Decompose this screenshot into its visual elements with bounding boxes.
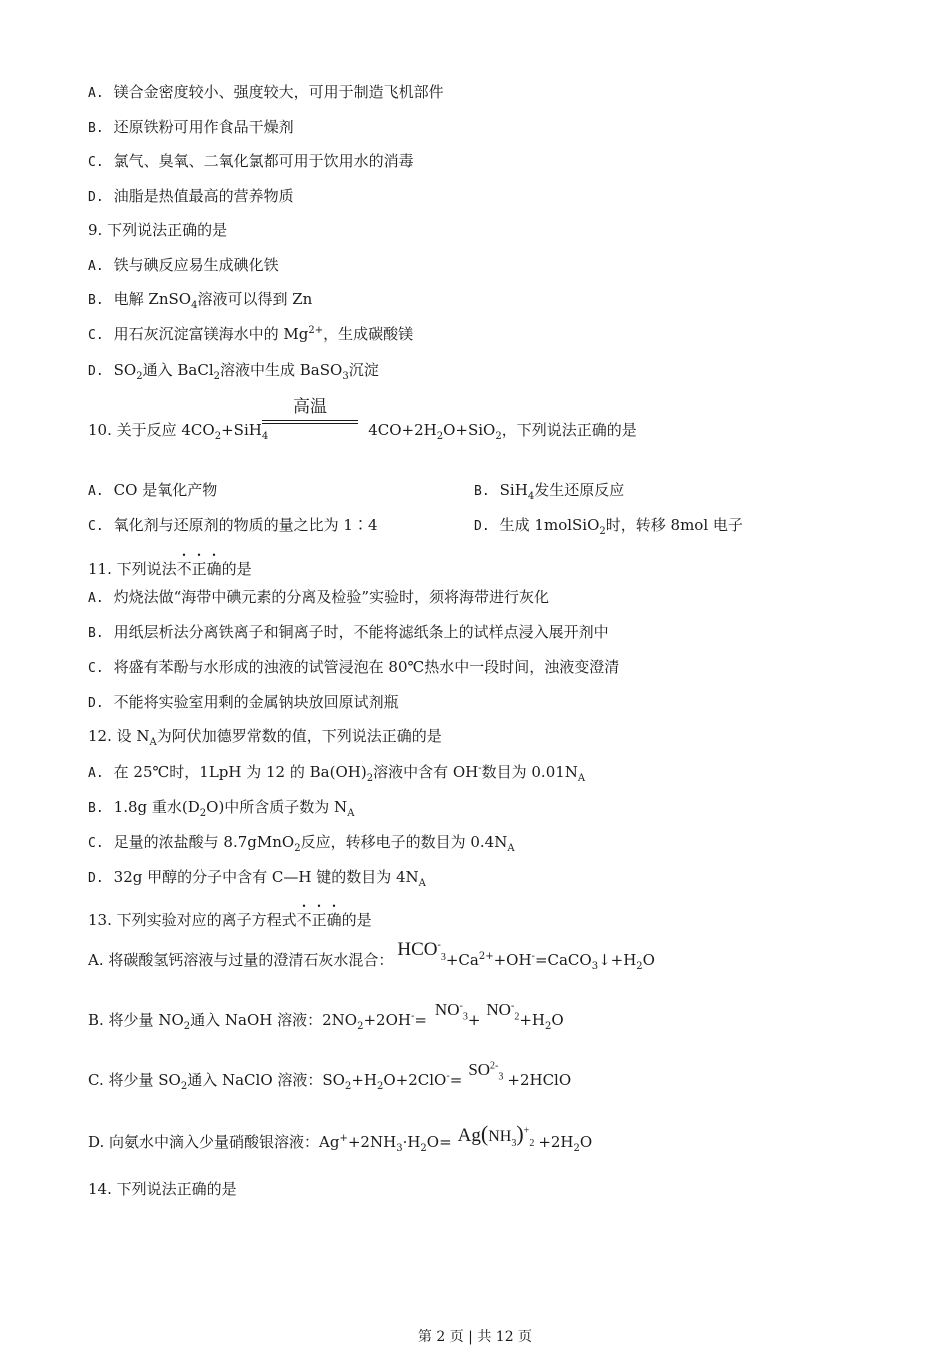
- q10-option-a: A. CO 是氧化产物: [88, 481, 218, 499]
- sulfite-ion: $SO^{2-}_3$: [468, 1060, 504, 1083]
- q9-option-d: D. $SO_2$通入 BaCl$_2$溶液中生成 BaSO$_3$沉淀: [88, 361, 379, 382]
- q12-stem: 12. 设 $N_A$为阿伏加德罗常数的值，下列说法正确的是: [88, 727, 442, 748]
- q9-option-b: B. 电解 ZnSO$_4$溶液可以得到 Zn: [88, 290, 313, 311]
- nitrate-ion: $NO^-_3$: [434, 1000, 468, 1023]
- q12-option-a: A. 在 25℃时，1LpH 为 12 的 $Ba(OH)_2$溶液中含有 OH-数目为 $0.01N_A$: [88, 763, 586, 784]
- q11-option-c: C. 将盛有苯酚与水形成的浊液的试管浸泡在 80℃热水中一段时间，浊液变澄清: [88, 658, 620, 676]
- q8-option-d: D. 油脂是热值最高的营养物质: [88, 187, 294, 205]
- reaction-condition: 高温: [293, 397, 327, 417]
- q10-option-d: D. 生成 1molSiO$_2$时，转移 8mol 电子: [474, 516, 743, 537]
- q9-stem: 9. 下列说法正确的是: [88, 221, 228, 239]
- q11-option-b: B. 用纸层析法分离铁离子和铜离子时，不能将滤纸条上的试样点浸入展开剂中: [88, 623, 609, 641]
- nitrite-ion: $NO^-_2$: [486, 1000, 520, 1023]
- q10-option-c: C. 氧化剂与还原剂的物质的量之比为 1∶4: [88, 516, 378, 534]
- q13-option-c: C. 将少量 $SO_2$通入 NaClO 溶液：$SO_2+H_2O+2ClO^-=SO^{2-}_3$ +2HClO: [88, 1060, 572, 1092]
- page-footer: 第 2 页 | 共 12 页: [417, 1329, 533, 1345]
- q10-option-b: B. SiH$_4$发生还原反应: [474, 481, 625, 502]
- q9-option-a: A. 铁与碘反应易生成碘化铁: [88, 256, 279, 274]
- q11-option-d: D. 不能将实验室用剩的金属钠块放回原试剂瓶: [88, 693, 399, 711]
- q13-stem: 13. 下列实验对应的离子方程式不正确的是: [88, 911, 372, 929]
- q12-option-b: B. 1.8g 重水$(D_2O)$中所含质子数为 $N_A$: [88, 798, 355, 819]
- q12-option-d: D. 32g 甲醇的分子中含有 C—H 键的数目为 $4N_A$: [88, 868, 426, 889]
- q11-option-a: A. 灼烧法做“海带中碘元素的分离及检验”实验时，须将海带进行灰化: [88, 588, 549, 606]
- emphasis-text: 不正确: [296, 911, 342, 929]
- q13-option-a: A. 将碳酸氢钙溶液与过量的澄清石灰水混合： $HCO^-_3+Ca^{2+}+OH^-=CaCO_3↓+H_2O$: [88, 939, 655, 972]
- q10-stem: 10. 关于反应 $4CO_2+SiH_4$ $4CO+2H_2O+SiO_2$，下列说法正确的是: [88, 421, 637, 442]
- q8-option-c: C. 氯气、臭氧、二氧化氯都可用于饮用水的消毒: [88, 152, 414, 170]
- reaction-arrow: [262, 396, 358, 424]
- diamminesilver-ion: $Ag(NH_3)^+_2$: [457, 1121, 535, 1149]
- q8-option-b: B. 还原铁粉可用作食品干燥剂: [88, 118, 294, 136]
- q9-option-c: C. 用石灰沉淀富镁海水中的 $Mg^{2+}$，生成碳酸镁: [88, 325, 414, 343]
- q12-option-c: C. 足量的浓盐酸与 8.7gMnO$_2$反应，转移电子的数目为 $0.4N_A$: [88, 833, 515, 854]
- q11-stem: 11. 下列说法不正确的是: [88, 560, 252, 578]
- emphasis-text: 不正确: [176, 560, 222, 578]
- q8-option-a: A. 镁合金密度较小、强度较大，可用于制造飞机部件: [88, 83, 444, 101]
- q14-stem: 14. 下列说法正确的是: [88, 1180, 237, 1198]
- q13-option-d: D. 向氨水中滴入少量硝酸银溶液：$Ag^++2NH_3\cdot H_2O= Ag(NH_3)^+_2 +2H_2O$: [88, 1121, 593, 1154]
- q13-option-b: B. 将少量 $NO_2$通入 NaOH 溶液：$2NO_2+2OH^-=NO^-_3+NO^-_2+H_2O$: [88, 1000, 564, 1032]
- bicarbonate-ion: $HCO^-_3$: [397, 939, 446, 963]
- double-line: [262, 420, 358, 424]
